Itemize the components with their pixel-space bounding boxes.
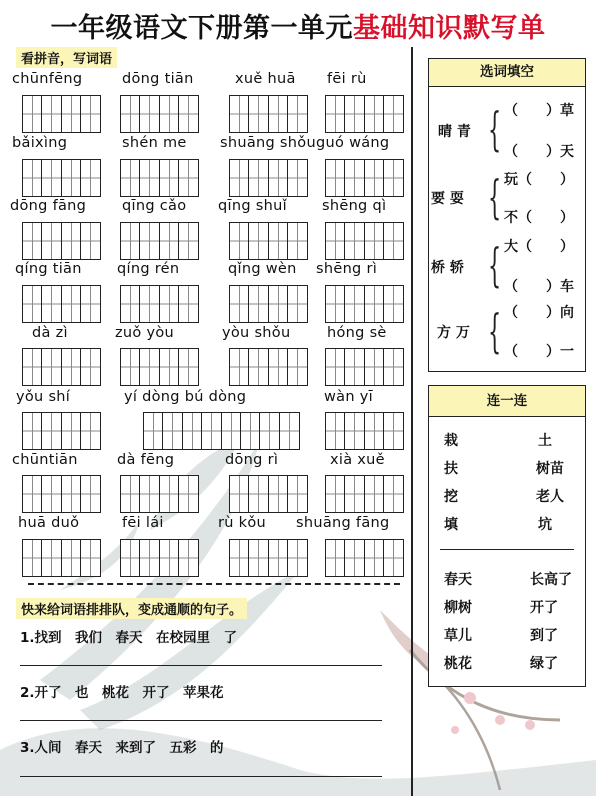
brace-icon: {: [488, 238, 502, 292]
pinyin-label: qīng cǎo: [122, 198, 187, 214]
dashed-separator: [28, 583, 400, 585]
writing-grid[interactable]: [325, 159, 404, 197]
pinyin-label: qīng shuǐ: [218, 198, 287, 214]
pinyin-label: shuāng fāng: [296, 515, 390, 531]
fill-blank[interactable]: （ ）一: [504, 344, 574, 360]
writing-grid[interactable]: [229, 95, 308, 133]
pinyin-label: wàn yī: [324, 389, 373, 405]
fill-word-pair: 方 万: [437, 325, 470, 341]
match-right-item[interactable]: 长高了: [530, 572, 572, 588]
pinyin-label: rù kǒu: [218, 515, 267, 531]
writing-grid[interactable]: [120, 475, 199, 513]
match-right-item[interactable]: 开了: [530, 600, 558, 616]
pinyin-label: dōng tiān: [122, 71, 194, 87]
match-right-item[interactable]: 到了: [530, 628, 558, 644]
page-title: 一年级语文下册第一单元基础知识默写单: [50, 13, 546, 44]
pinyin-label: xuě huā: [235, 71, 296, 87]
pinyin-label: fēi rù: [327, 71, 367, 87]
pinyin-label: shén me: [122, 135, 187, 151]
writing-grid[interactable]: [229, 285, 308, 323]
writing-grid[interactable]: [325, 539, 404, 577]
writing-grid[interactable]: [120, 159, 199, 197]
section-heading-pinyin: 看拼音，写词语: [16, 47, 117, 68]
writing-grid[interactable]: [229, 222, 308, 260]
match-left-item[interactable]: 柳树: [444, 600, 472, 616]
pinyin-label: bǎixìng: [12, 135, 68, 151]
match-right-item[interactable]: 坑: [538, 517, 552, 533]
group-divider: [440, 549, 574, 550]
writing-grid[interactable]: [325, 348, 404, 386]
fill-word-pair: 要 耍: [431, 191, 464, 207]
writing-grid[interactable]: [325, 222, 404, 260]
writing-grid[interactable]: [120, 222, 199, 260]
writing-grid[interactable]: [22, 285, 101, 323]
writing-grid[interactable]: [120, 285, 199, 323]
writing-grid[interactable]: [22, 475, 101, 513]
match-left-item[interactable]: 草儿: [444, 628, 472, 644]
fill-in-heading: 选词填空: [429, 59, 585, 87]
pinyin-label: dōng rì: [225, 452, 279, 468]
pinyin-label: qǐng wèn: [228, 261, 297, 277]
answer-line[interactable]: [20, 665, 382, 666]
brace-icon: {: [488, 304, 502, 358]
section-heading-sentences: 快来给词语排排队，变成通顺的句子。: [16, 598, 247, 619]
fill-blank[interactable]: 不（ ）: [504, 210, 574, 226]
sentence-prompt: 1.找到 我们 春天 在校园里 了: [20, 630, 238, 646]
pinyin-label: zuǒ yòu: [115, 325, 175, 341]
pinyin-label: xià xuě: [330, 452, 385, 468]
pinyin-label: shēng rì: [316, 261, 378, 277]
pinyin-label: shuāng shǒu: [220, 135, 316, 151]
pinyin-label: huā duǒ: [18, 515, 80, 531]
pinyin-label: yí dòng bú dòng: [124, 389, 247, 405]
fill-blank[interactable]: （ ）草: [504, 103, 574, 119]
writing-grid[interactable]: [22, 539, 101, 577]
sentence-prompt: 3.人间 春天 来到了 五彩 的: [20, 740, 224, 756]
pinyin-label: guó wáng: [316, 135, 390, 151]
answer-line[interactable]: [20, 720, 382, 721]
pinyin-label: dōng fāng: [10, 198, 87, 214]
pinyin-label: yǒu shí: [16, 389, 71, 405]
match-left-item[interactable]: 挖: [444, 489, 458, 505]
writing-grid[interactable]: [325, 95, 404, 133]
match-left-item[interactable]: 填: [444, 517, 458, 533]
writing-grid[interactable]: [229, 348, 308, 386]
matching-heading: 连一连: [429, 386, 585, 417]
writing-grid[interactable]: [229, 159, 308, 197]
match-left-item[interactable]: 扶: [444, 461, 458, 477]
pinyin-label: hóng sè: [327, 325, 387, 341]
writing-grid[interactable]: [325, 475, 404, 513]
fill-blank[interactable]: （ ）天: [504, 144, 574, 160]
column-divider: [411, 47, 413, 796]
match-left-item[interactable]: 栽: [444, 433, 458, 449]
brace-icon: {: [488, 102, 502, 156]
match-right-item[interactable]: 老人: [536, 489, 564, 505]
writing-grid[interactable]: [120, 95, 199, 133]
match-right-item[interactable]: 绿了: [530, 656, 558, 672]
writing-grid[interactable]: [325, 412, 404, 450]
writing-grid[interactable]: [325, 285, 404, 323]
writing-grid[interactable]: [229, 475, 308, 513]
writing-grid[interactable]: [22, 412, 101, 450]
pinyin-label: fēi lái: [122, 515, 164, 531]
writing-grid[interactable]: [143, 412, 300, 450]
pinyin-label: qíng tiān: [15, 261, 82, 277]
fill-blank[interactable]: （ ）车: [504, 279, 574, 295]
writing-grid[interactable]: [22, 159, 101, 197]
match-right-item[interactable]: 土: [538, 433, 552, 449]
writing-grid[interactable]: [120, 348, 199, 386]
writing-grid[interactable]: [229, 539, 308, 577]
writing-grid[interactable]: [22, 348, 101, 386]
sentence-prompt: 2.开了 也 桃花 开了 苹果花: [20, 685, 224, 701]
pinyin-label: shēng qì: [322, 198, 387, 214]
pinyin-label: dà zì: [32, 325, 68, 341]
writing-grid[interactable]: [22, 95, 101, 133]
match-left-item[interactable]: 春天: [444, 572, 472, 588]
match-left-item[interactable]: 桃花: [444, 656, 472, 672]
fill-blank[interactable]: 玩（ ）: [504, 172, 574, 188]
pinyin-label: chūntiān: [12, 452, 78, 468]
answer-line[interactable]: [20, 776, 382, 777]
pinyin-label: dà fēng: [117, 452, 175, 468]
pinyin-label: chūnfēng: [12, 71, 83, 87]
match-right-item[interactable]: 树苗: [536, 461, 564, 477]
fill-blank[interactable]: 大（ ）: [504, 239, 574, 255]
fill-word-pair: 桥 轿: [431, 260, 464, 276]
pinyin-label: qíng rén: [117, 261, 180, 277]
brace-icon: {: [488, 170, 502, 224]
fill-blank[interactable]: （ ）向: [504, 305, 574, 321]
fill-word-pair: 晴 青: [438, 124, 471, 140]
writing-grid[interactable]: [22, 222, 101, 260]
pinyin-label: yòu shǒu: [222, 325, 291, 341]
writing-grid[interactable]: [120, 539, 199, 577]
